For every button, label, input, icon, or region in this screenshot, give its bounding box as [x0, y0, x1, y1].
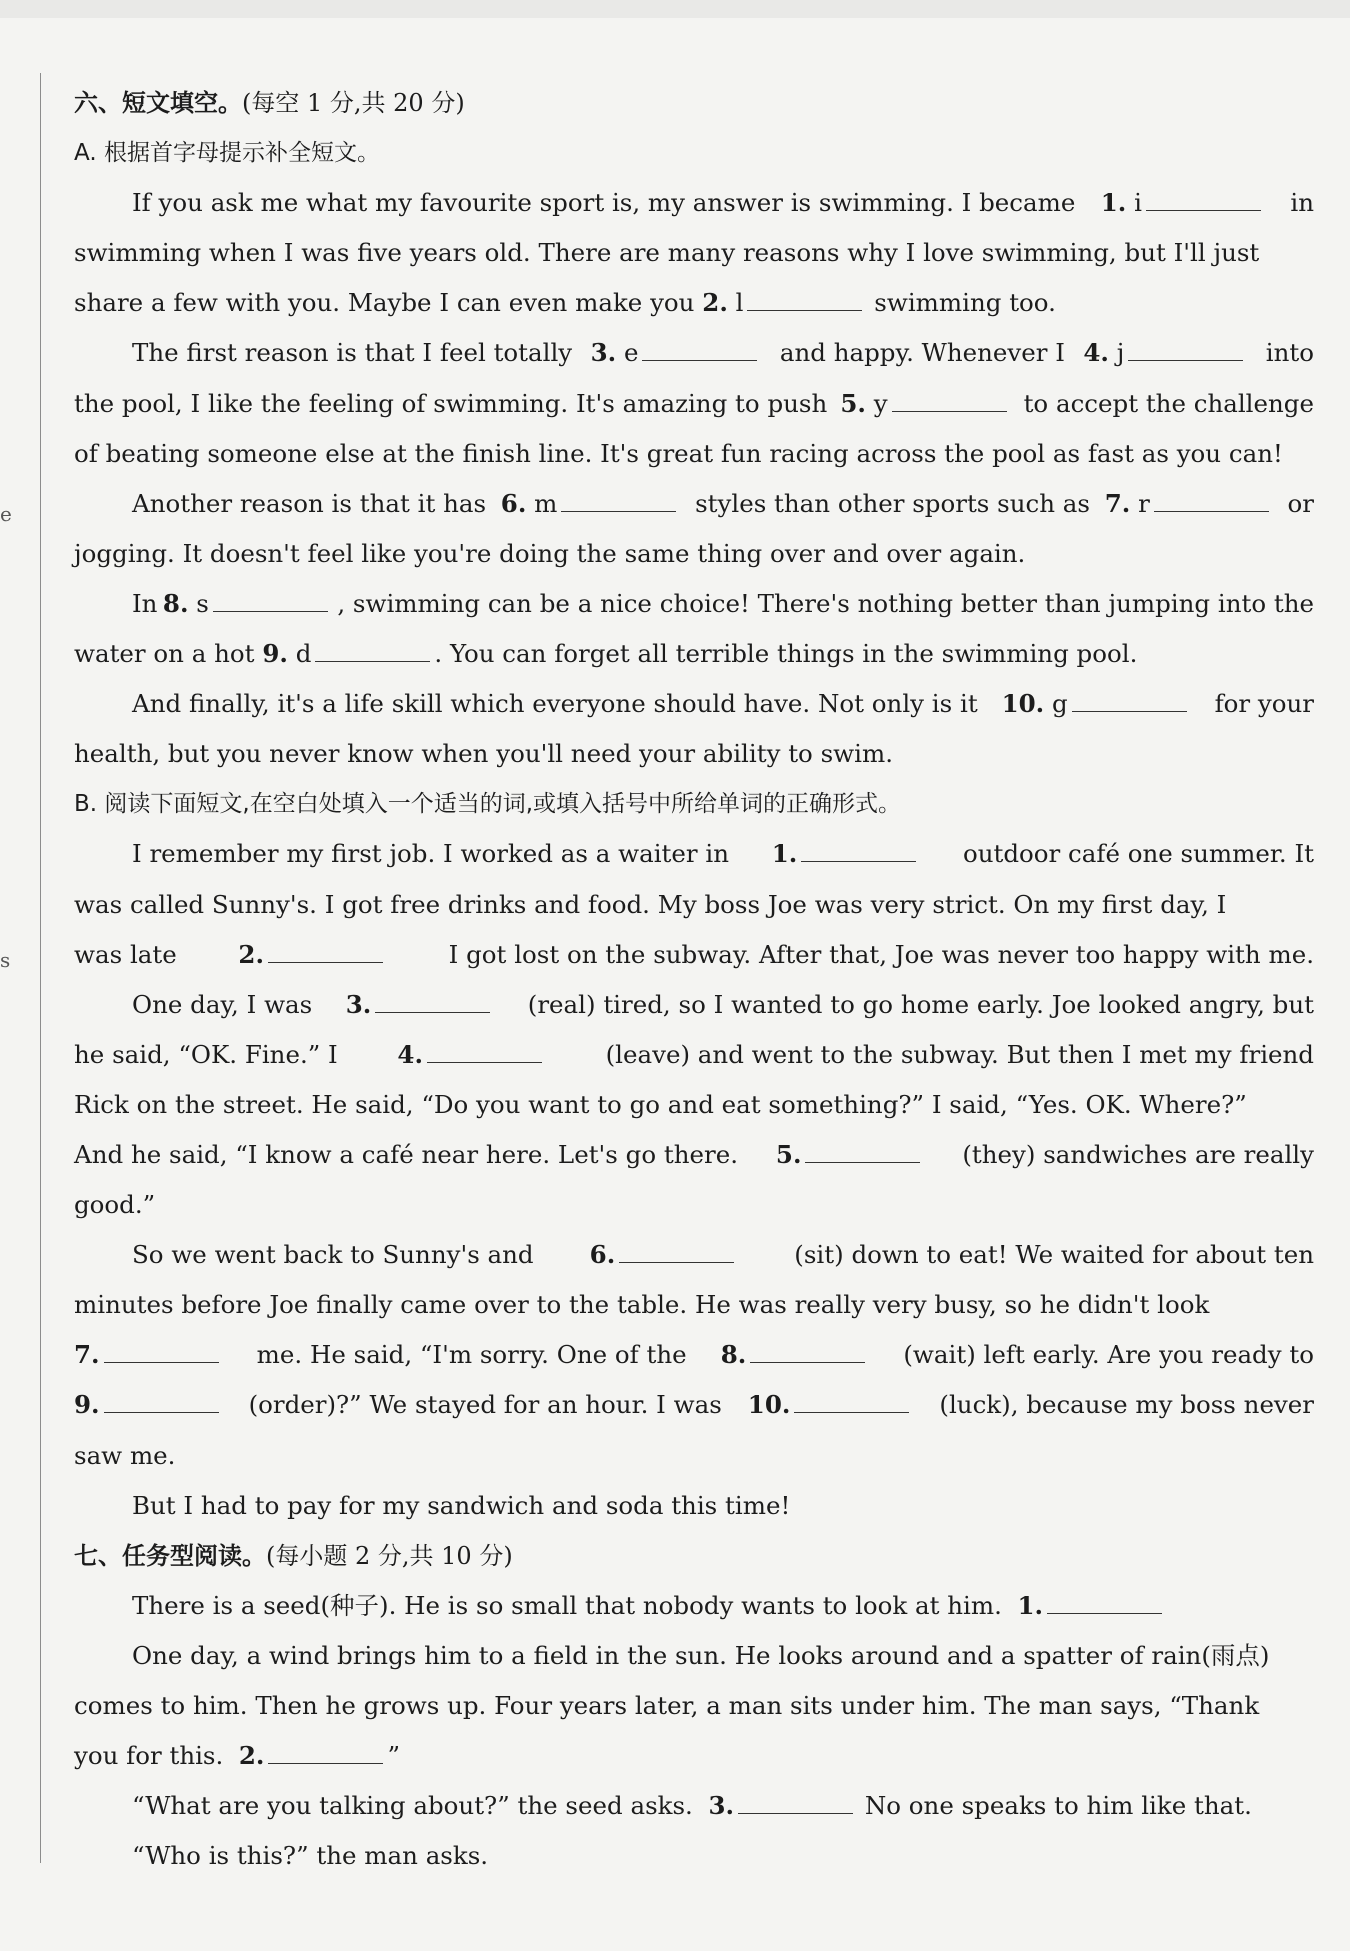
blank-number: 1.	[1017, 1590, 1044, 1620]
answer-blank[interactable]	[805, 1140, 920, 1163]
passage-line: There is a seed(种子). He is so small that nobody wants to look at him. 1.	[74, 1581, 1314, 1631]
passage-line: was late 2. I got lost on the subway. After that, Joe was never too happy with me.	[74, 939, 1314, 969]
blank-number: 4.	[1083, 338, 1109, 368]
answer-blank[interactable]	[1146, 188, 1261, 211]
blank-number: 6.	[589, 1240, 616, 1270]
blank-number: 3.	[708, 1791, 735, 1821]
blank-number: 2.	[238, 939, 264, 969]
passage-line: So we went back to Sunny's and 6. (sit) down to eat! We waited for about ten	[132, 1240, 1314, 1270]
answer-blank[interactable]	[619, 1240, 734, 1263]
passage-line: “Who is this?” the man asks.	[132, 1841, 489, 1871]
answer-blank[interactable]	[801, 839, 916, 862]
answer-blank[interactable]	[738, 1791, 853, 1814]
passage-line: Rick on the street. He said, “Do you want to go and eat something?” I said, “Yes. OK. Where?”	[74, 1089, 1247, 1119]
section-heading: 六、短文填空。 (每空 1 分,共 20 分)	[74, 89, 465, 117]
answer-blank[interactable]	[104, 1390, 219, 1413]
blank-number: 7.	[74, 1340, 100, 1370]
passage-line: health, but you never know when you'll need your ability to swim.	[74, 739, 893, 769]
blank-number: 6.	[500, 488, 527, 518]
answer-blank[interactable]	[1128, 338, 1243, 361]
passage-line: the pool, I like the feeling of swimming. It's amazing to push 5. y to accept the challenge	[74, 388, 1314, 418]
passage-line: good.”	[74, 1190, 156, 1220]
passage-line: minutes before Joe finally came over to the table. He was really very busy, so he didn't look	[74, 1290, 1210, 1320]
answer-blank[interactable]	[375, 990, 490, 1013]
passage-line: 9. (order)?” We stayed for an hour. I was 10. (luck), because my boss never	[74, 1390, 1314, 1420]
blank-number: 7.	[1104, 488, 1131, 518]
answer-blank[interactable]	[747, 288, 862, 311]
blank-number: 9.	[262, 639, 288, 669]
passage-line: But I had to pay for my sandwich and soda this time!	[132, 1490, 791, 1520]
passage-line: And finally, it's a life skill which everyone should have. Not only is it 10. g for your	[132, 689, 1314, 719]
answer-blank[interactable]	[268, 940, 383, 963]
blank-number: 3.	[345, 989, 372, 1019]
answer-blank[interactable]	[427, 1040, 542, 1063]
blank-number: 4.	[397, 1039, 423, 1069]
blank-number: 10.	[747, 1390, 791, 1420]
blank-number: 2.	[238, 1741, 265, 1771]
blank-number: 2.	[702, 288, 728, 318]
passage-line: he said, “OK. Fine.” I 4. (leave) and went to the subway. But then I met my friend	[74, 1039, 1314, 1069]
passage-line: Another reason is that it has 6. m styles than other sports such as 7. r or	[132, 488, 1314, 518]
passage-line: saw me.	[74, 1440, 176, 1470]
passage-line: of beating someone else at the finish line. It's great fun racing across the pool as fast as you can!	[74, 438, 1283, 468]
passage-line: you for this. 2. ”	[74, 1731, 1314, 1781]
passage-line: One day, a wind brings him to a field in the sun. He looks around and a spatter of rain(雨点)	[132, 1640, 1270, 1670]
passage-line: If you ask me what my favourite sport is, my answer is swimming. I became 1. i in	[132, 188, 1314, 218]
blank-number: 5.	[840, 388, 866, 418]
answer-blank[interactable]	[642, 338, 757, 361]
part-b-instruction: B. 阅读下面短文,在空白处填入一个适当的词,或填入括号中所给单词的正确形式。	[74, 791, 902, 818]
edge-mark: s	[0, 948, 11, 972]
answer-blank[interactable]	[750, 1340, 865, 1363]
blank-number: 1.	[1100, 188, 1127, 218]
passage-line: “What are you talking about?” the seed asks. 3. No one speaks to him like that.	[74, 1781, 1314, 1831]
blank-number: 1.	[771, 839, 798, 869]
blank-number: 3.	[590, 338, 617, 368]
passage-line: was called Sunny's. I got free drinks and food. My boss Joe was very strict. On my first day, I	[74, 889, 1227, 919]
answer-blank[interactable]	[892, 389, 1007, 412]
blank-number: 9.	[74, 1390, 100, 1420]
passage-line: One day, I was 3. (real) tired, so I wanted to go home early. Joe looked angry, but	[132, 989, 1314, 1019]
binding-margin-line	[40, 73, 41, 1863]
passage-line: water on a hot 9. d . You can forget all terrible things in the swimming pool.	[74, 629, 1314, 679]
edge-mark: e	[0, 502, 12, 526]
passage-line: In 8. s , swimming can be a nice choice! There's nothing better than jumping into the	[132, 588, 1314, 618]
answer-blank[interactable]	[213, 589, 328, 612]
answer-blank[interactable]	[1154, 489, 1269, 512]
passage-line: 7. me. He said, “I'm sorry. One of the 8. (wait) left early. Are you ready to	[74, 1340, 1314, 1370]
worksheet-content	[74, 78, 1314, 1881]
blank-number: 10.	[1001, 689, 1045, 719]
answer-blank[interactable]	[1047, 1591, 1162, 1614]
passage-line: jogging. It doesn't feel like you're doing the same thing over and over again.	[74, 538, 1026, 568]
answer-blank[interactable]	[794, 1390, 909, 1413]
passage-line: The first reason is that I feel totally 3. e and happy. Whenever I 4. j into	[132, 338, 1314, 368]
part-a-instruction: A. 根据首字母提示补全短文。	[74, 140, 380, 167]
answer-blank[interactable]	[315, 639, 430, 662]
passage-line: And he said, “I know a café near here. Let's go there. 5. (they) sandwiches are really	[74, 1139, 1314, 1169]
passage-line: comes to him. Then he grows up. Four years later, a man sits under him. The man says, “Thank	[74, 1691, 1260, 1720]
answer-blank[interactable]	[268, 1741, 383, 1764]
worksheet-page	[0, 18, 1350, 1951]
answer-blank[interactable]	[104, 1340, 219, 1363]
answer-blank[interactable]	[561, 489, 676, 512]
passage-line: I remember my first job. I worked as a waiter in 1. outdoor café one summer. It	[132, 839, 1314, 869]
answer-blank[interactable]	[1072, 689, 1187, 712]
section-heading: 七、任务型阅读。 (每小题 2 分,共 10 分)	[74, 1541, 513, 1570]
passage-line: swimming when I was five years old. There are many reasons why I love swimming, but I'll just	[74, 238, 1260, 268]
blank-number: 8.	[162, 588, 189, 618]
blank-number: 8.	[720, 1340, 747, 1370]
blank-number: 5.	[775, 1139, 802, 1169]
passage-line: share a few with you. Maybe I can even make you 2. l swimming too.	[74, 278, 1314, 328]
